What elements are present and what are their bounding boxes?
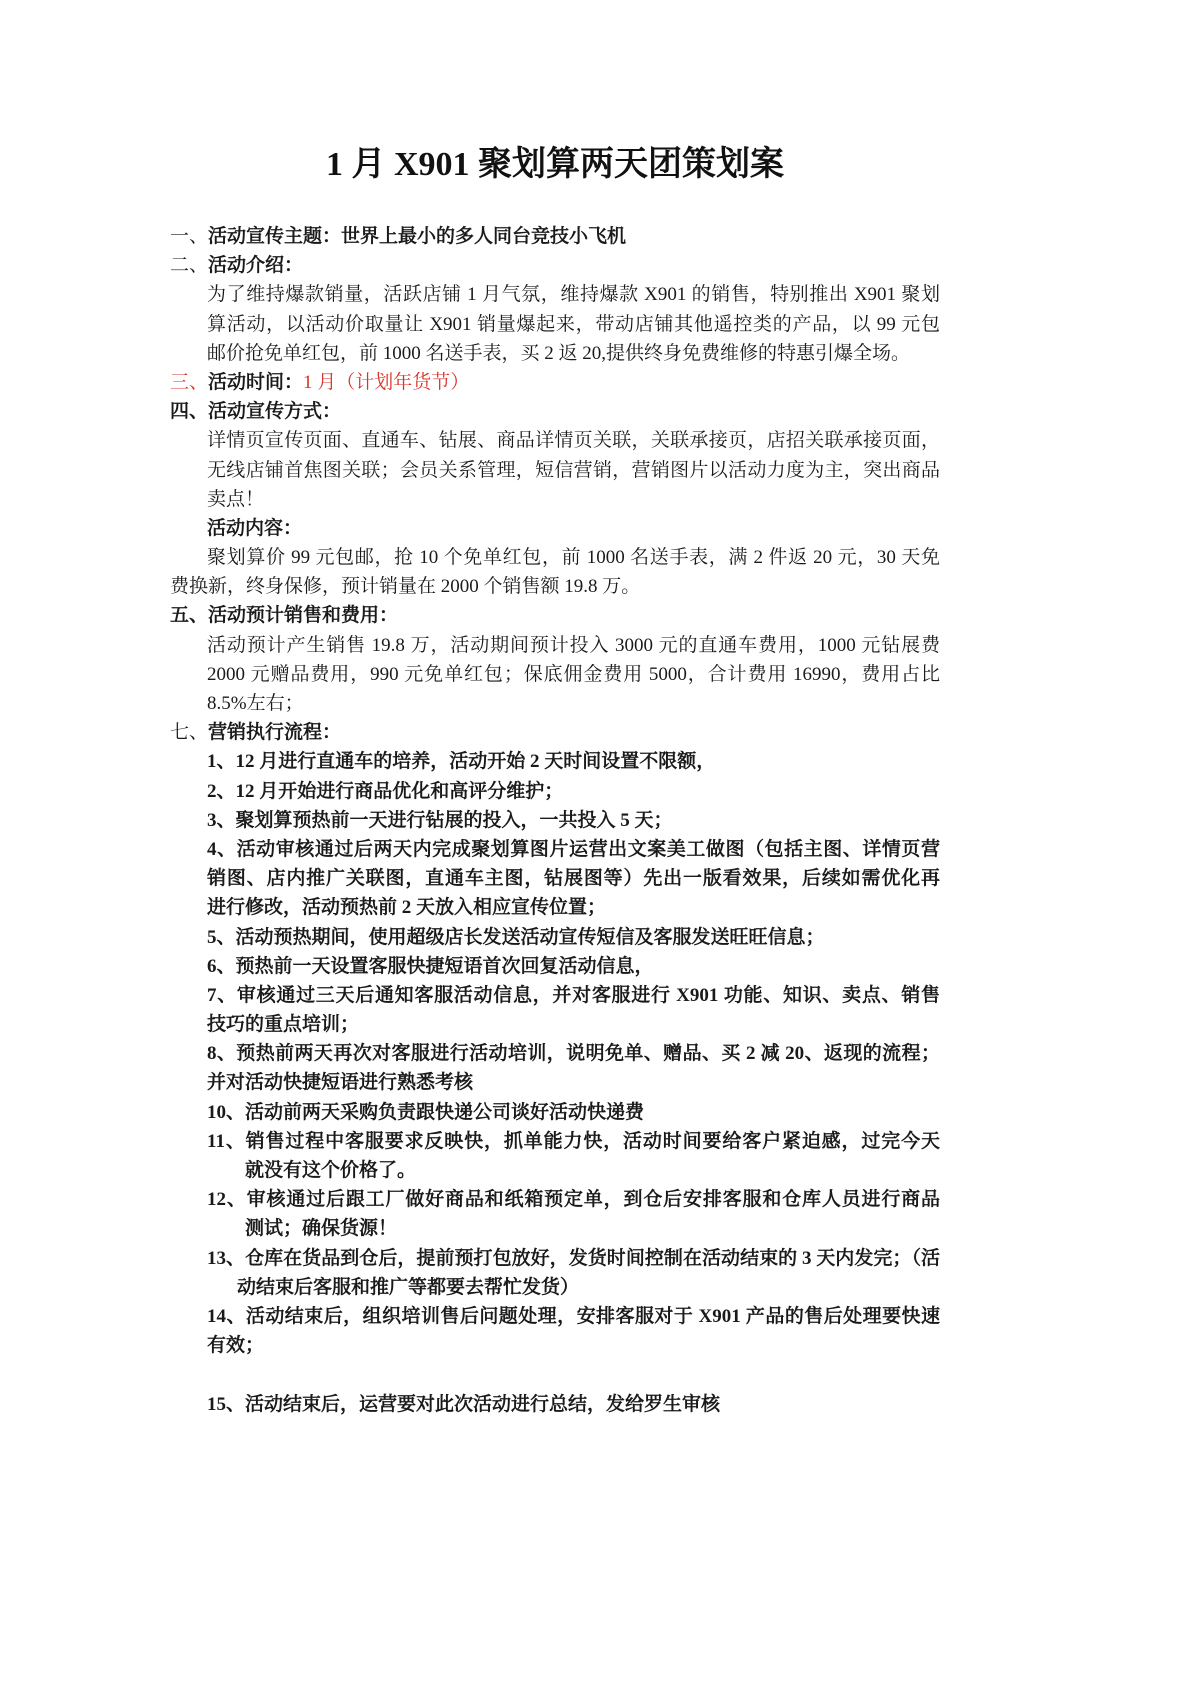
section-7-heading [170, 718, 940, 747]
step-12: 12、审核通过后跟工厂做好商品和纸箱预定单，到仓后安排客服和仓库人员进行商品 [207, 1189, 940, 1211]
step-10: 10、活动前两天采购负责跟快递公司谈好活动快递费 [207, 1101, 645, 1123]
blank-line [170, 1360, 940, 1389]
step-11: 11、销售过程中客服要求反映快，抓单能力快，活动时间要给客户紧迫感，过完今天 [207, 1130, 940, 1152]
section-label: 营销执行流程： [208, 722, 342, 744]
section-number: 七、 [170, 722, 209, 744]
section-number: 五、 [170, 605, 209, 627]
section-number: 四、 [170, 401, 209, 423]
section-label: 活动介绍： [208, 255, 304, 277]
section-4-heading [170, 397, 940, 426]
step-4: 4、活动审核通过后两天内完成聚划算图片运营出文案美工做图（包括主图、详情页营 [207, 838, 940, 860]
section-label: 活动预计销售和费用： [208, 605, 399, 627]
document-body [170, 222, 940, 1419]
paragraph-line: 聚划算价 99 元包邮，抢 10 个免单红包，前 1000 名送手表，满 2 件返 20 元，30 天免 [207, 547, 940, 569]
step-13: 13、仓库在货品到仓后，提前预打包放好，发货时间控制在活动结束的 3 天内发完；（活 [207, 1247, 940, 1269]
step-12-cont: 测试；确保货源！ [245, 1218, 398, 1240]
paragraph-line: 为了维持爆款销量，活跃店铺 1 月气氛，维持爆款 X901 的销售，特别推出 X901 聚划 [207, 284, 940, 306]
section-label: 活动时间： [208, 371, 304, 393]
paragraph-line: 活动预计产生销售 19.8 万，活动期间预计投入 3000 元的直通车费用，1000 元钻展费 [207, 634, 940, 656]
paragraph-line: 详情页宣传页面、直通车、钻展、商品详情页关联，关联承接页，店招关联承接页面， [207, 430, 940, 452]
activity-time-value: 1 月（计划年货节） [303, 371, 470, 393]
step-14: 14、活动结束后，组织培训售后问题处理，安排客服对于 X901 产品的售后处理要快速 [207, 1305, 940, 1327]
step-3: 3、聚划算预热前一天进行钻展的投入，一共投入 5 天； [207, 809, 673, 831]
steps-list [170, 747, 940, 1418]
step-13-cont: 动结束后客服和推广等都要去帮忙发货） [237, 1276, 580, 1298]
paragraph-line: 邮价抢免单红包，前 1000 名送手表，买 2 返 20,提供终身免费维修的特惠引爆全场。 [207, 342, 911, 364]
paragraph-line: 2000 元赠品费用，990 元免单红包；保底佣金费用 5000，合计费用 16990，费用占比 [207, 663, 940, 685]
step-6: 6、预热前一天设置客服快捷短语首次回复活动信息， [207, 955, 654, 977]
section-number: 二、 [170, 255, 209, 277]
section-5-heading [170, 601, 940, 630]
section-2-heading [170, 251, 940, 280]
section-number: 一、 [170, 226, 209, 247]
step-5: 5、活动预热期间，使用超级店长发送活动宣传短信及客服发送旺旺信息； [207, 926, 825, 948]
paragraph-line: 算活动，以活动价取量让 X901 销量爆起来，带动店铺其他遥控类的产品，以 99 元包 [207, 313, 940, 335]
step-14-cont: 有效； [207, 1335, 265, 1357]
step-1: 1、12 月进行直通车的培养，活动开始 2 天时间设置不限额， [207, 751, 716, 773]
paragraph-line: 费换新，终身保修，预计销量在 2000 个销售额 19.8 万。 [170, 576, 641, 598]
section-label: 活动宣传主题： [208, 226, 342, 247]
section-1-heading [170, 222, 940, 251]
step-2: 2、12 月开始进行商品优化和高评分维护； [207, 780, 564, 802]
step-8-cont: 并对活动快捷短语进行熟悉考核 [207, 1072, 474, 1094]
step-7-cont: 技巧的重点培训； [207, 1014, 360, 1036]
section-number: 三、 [170, 371, 209, 393]
step-11-cont: 就没有这个价格了。 [245, 1160, 417, 1181]
paragraph-line: 8.5%左右； [207, 693, 304, 714]
step-8: 8、预热前两天再次对客服进行活动培训，说明免单、赠品、买 2 减 20、返现的流程； [207, 1043, 940, 1065]
step-15: 15、活动结束后，运营要对此次活动进行总结，发给罗生审核 [207, 1393, 721, 1415]
step-7: 7、审核通过三天后通知客服活动信息，并对客服进行 X901 功能、知识、卖点、销售 [207, 984, 940, 1006]
step-4-cont: 进行修改，活动预热前 2 天放入相应宣传位置； [207, 897, 607, 919]
paragraph-line: 卖点！ [207, 488, 265, 510]
document-title: 1 月 X901 聚划算两天团策划案 [325, 146, 785, 183]
theme-text: 世界上最小的多人同台竞技小飞机 [341, 226, 627, 247]
step-4-cont: 销图、店内推广关联图，直通车主图，钻展图等）先出一版看效果，后续如需优化再 [207, 868, 940, 890]
section-3-heading [170, 368, 940, 397]
paragraph-line: 无线店铺首焦图关联；会员关系管理，短信营销，营销图片以活动力度为主，突出商品 [207, 459, 940, 481]
section-label: 活动宣传方式： [208, 401, 342, 423]
subsection-label: 活动内容： [207, 517, 303, 539]
